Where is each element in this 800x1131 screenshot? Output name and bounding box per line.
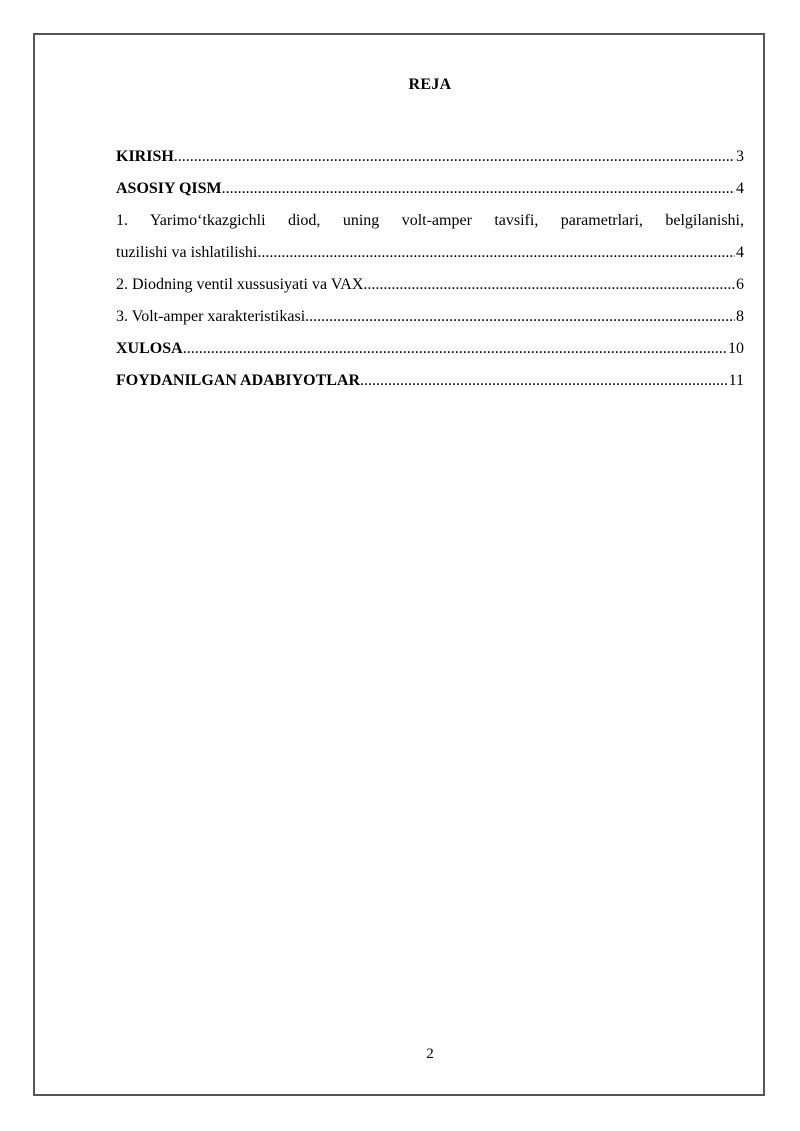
toc-entry-page: 4 [736,244,744,261]
toc-entry-section-2[interactable] [116,269,744,301]
toc-entry-section-1[interactable] [116,205,744,269]
toc-dot-leader [174,141,735,173]
toc-entry-asosiy-qism[interactable] [116,173,744,205]
toc-dot-leader [305,301,735,333]
toc-dot-leader [222,173,735,205]
toc-dot-leader [363,269,735,301]
toc-entry-label: FOYDANILGAN ADABIYOTLAR [116,372,361,389]
toc-entry-label: 2. Diodning ventil xussusiyati va VAX [116,276,364,293]
toc-entry-adabiyotlar[interactable] [116,365,744,397]
toc-entry-page: 4 [736,180,744,197]
page-number: 2 [426,1046,434,1062]
toc-entry-kirish[interactable] [116,141,744,173]
toc-dot-leader [183,333,727,365]
toc-entry-section-3[interactable] [116,301,744,333]
table-of-contents [116,141,744,397]
toc-entry-page: 8 [736,308,744,325]
toc-entry-label: ASOSIY QISM [116,180,222,197]
toc-entry-page: 11 [728,372,744,389]
toc-entry-page: 10 [728,340,744,357]
document-title: REJA [408,76,452,93]
toc-entry-label: XULOSA [116,340,183,357]
toc-entry-xulosa[interactable] [116,333,744,365]
toc-entry-page: 3 [736,148,744,165]
toc-entry-label: 3. Volt-amper xarakteristikasi [116,308,306,325]
toc-entry-label: KIRISH [116,148,174,165]
toc-dot-leader [257,237,735,269]
toc-entry-label-line1: 1. Yarimo‘tkazgichli diod, uning volt-amper tavsifi, parametrlari, belgilanishi, [116,212,744,229]
toc-dot-leader [360,365,728,397]
toc-entry-page: 6 [736,276,744,293]
toc-entry-label-line2: tuzilishi va ishlatilishi [116,244,258,261]
